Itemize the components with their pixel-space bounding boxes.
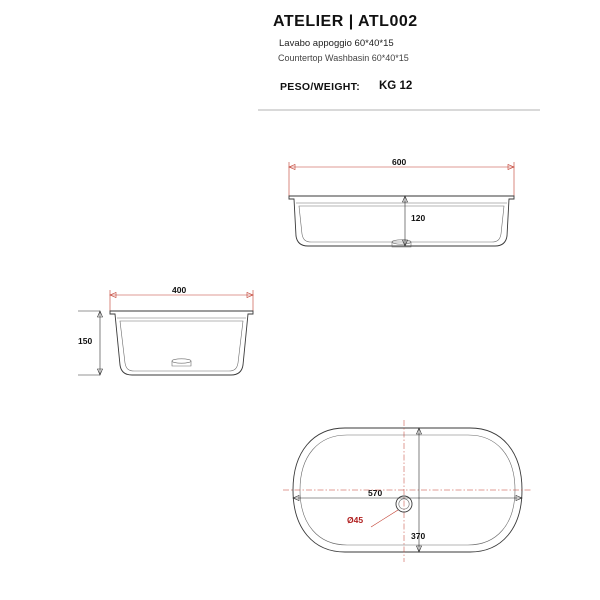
subtitle-english: Countertop Washbasin 60*40*15 [278, 53, 409, 63]
subtitle-italian: Lavabo appoggio 60*40*15 [279, 38, 394, 49]
drain-leader-line [371, 510, 398, 527]
front-inner-wall [299, 206, 504, 242]
front-basin-outline [289, 196, 514, 246]
weight-value: KG 12 [379, 80, 413, 92]
side-basin-outline [110, 311, 253, 375]
top-plan-view [283, 420, 532, 562]
side-width-dimension: 400 [172, 285, 187, 295]
front-width-dimension: 600 [392, 157, 407, 167]
side-drain-ellipse [172, 359, 191, 363]
front-height-dimension: 120 [411, 213, 426, 223]
top-depth-dimension: 370 [411, 531, 426, 541]
page-title: ATELIER | ATL002 [273, 13, 418, 30]
side-height-dimension: 150 [78, 336, 93, 346]
drain-diameter-label: Ø45 [347, 515, 364, 525]
weight-label: PESO/WEIGHT: [280, 81, 361, 93]
front-elevation-view [289, 162, 514, 247]
top-length-dimension: 570 [368, 488, 383, 498]
side-elevation-view [78, 290, 253, 375]
